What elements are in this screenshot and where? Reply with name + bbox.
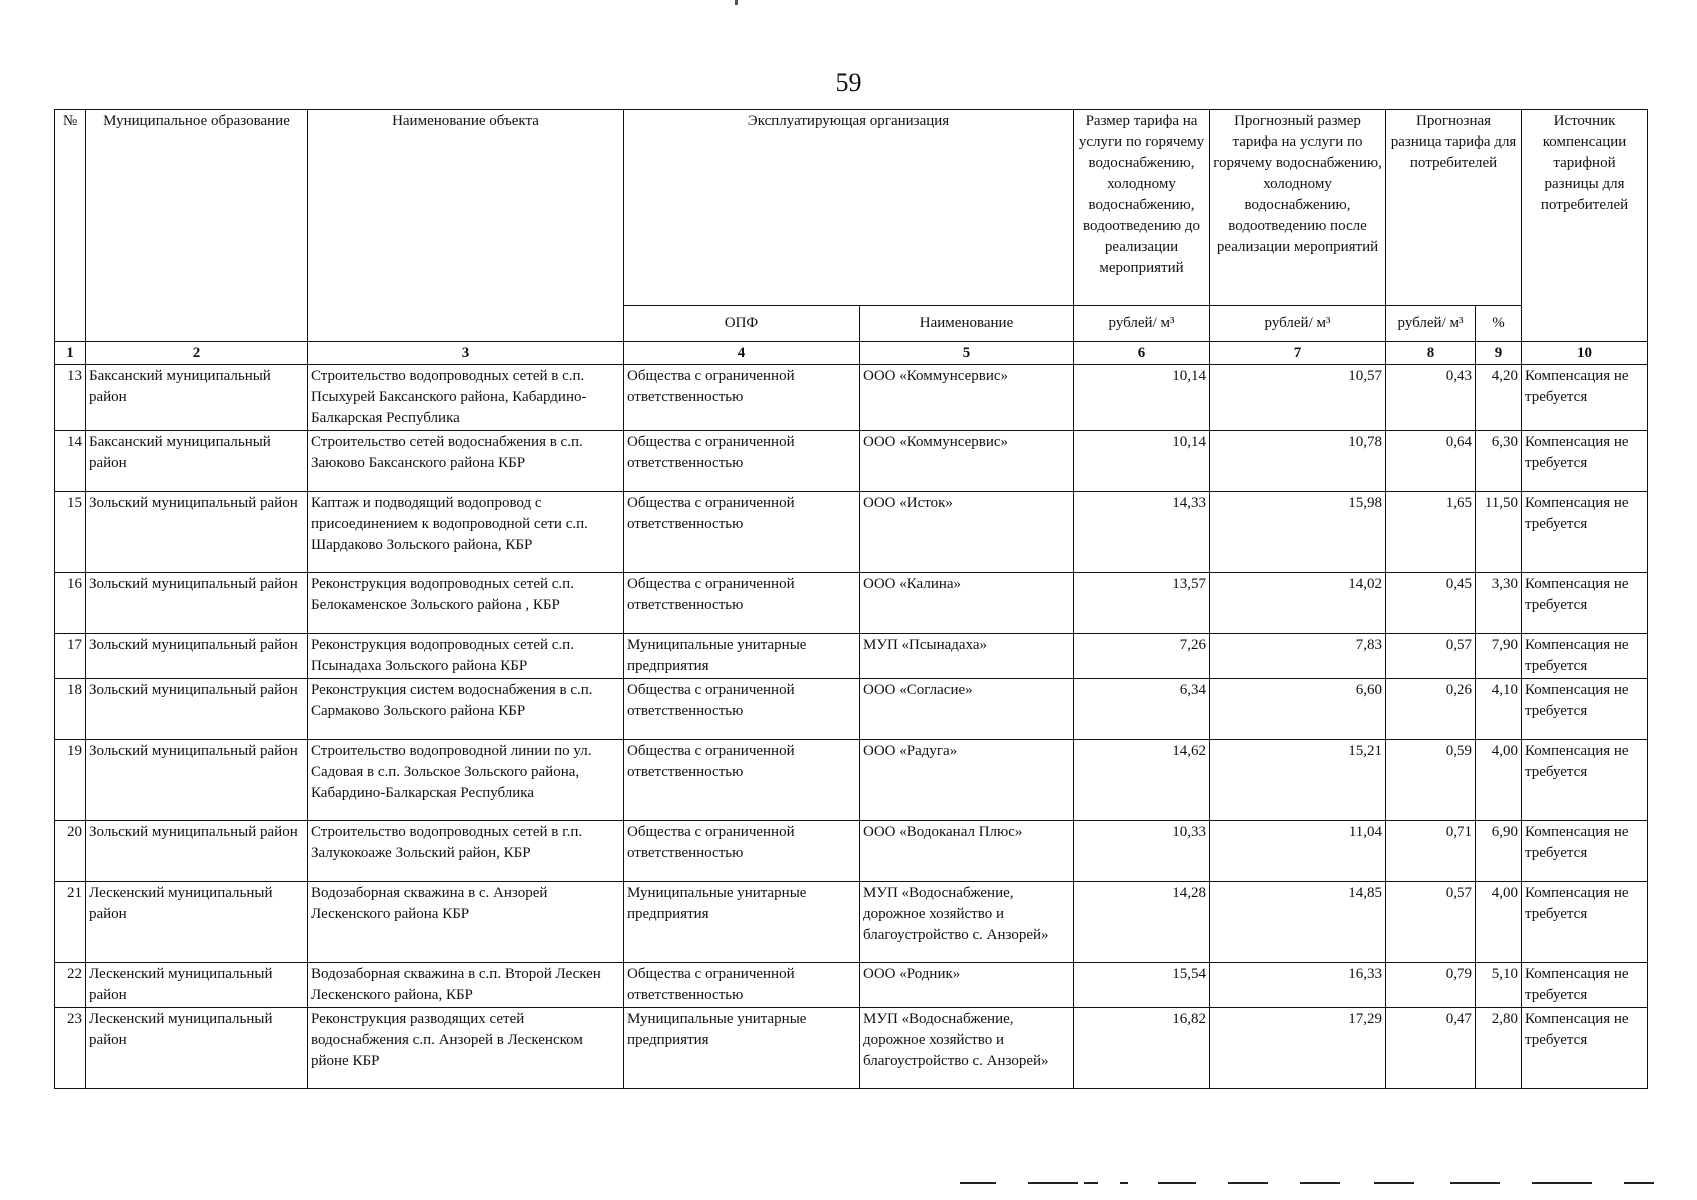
tariff-before-cell: 15,54 — [1074, 963, 1210, 1008]
tariff-after-cell: 17,29 — [1210, 1008, 1386, 1089]
source-cell: Компенсация не требуется — [1522, 573, 1648, 634]
tariff-after-cell: 7,83 — [1210, 634, 1386, 679]
tariff-before-cell: 10,14 — [1074, 431, 1210, 492]
object-cell: Реконструкция водопроводных сетей с.п. Псынадаха Зольского района КБР — [308, 634, 624, 679]
opf-cell: Муниципальные унитарные предприятия — [624, 1008, 860, 1089]
table-row — [55, 431, 1648, 492]
org-name-cell: ООО «Радуга» — [860, 740, 1074, 821]
diff-pct-cell: 5,10 — [1476, 963, 1522, 1008]
column-number: 6 — [1074, 342, 1210, 365]
table-row — [55, 492, 1648, 573]
table-row — [55, 963, 1648, 1008]
source-cell: Компенсация не требуется — [1522, 821, 1648, 882]
object-cell: Реконструкция водопроводных сетей с.п. Белокаменское Зольского района , КБР — [308, 573, 624, 634]
table-row — [55, 679, 1648, 740]
table-row — [55, 634, 1648, 679]
diff-rub-cell: 0,45 — [1386, 573, 1476, 634]
diff-rub-cell: 0,47 — [1386, 1008, 1476, 1089]
municipality-cell: Зольский муниципальный район — [86, 679, 308, 740]
municipality-cell: Лескенский муниципальный район — [86, 963, 308, 1008]
object-cell: Строительство водопроводных сетей в с.п. Псыхурей Баксанского района, Кабардино-Балкарская Республика — [308, 365, 624, 431]
tariff-before-cell: 16,82 — [1074, 1008, 1210, 1089]
header-tariff-before: Размер тарифа на услуги по горячему водоснабжению, холодному водоснабжению, водоотведению до реализации мероприятий — [1074, 110, 1210, 306]
object-cell: Реконструкция разводящих сетей водоснабжения с.п. Анзорей в Лескенском рйоне КБР — [308, 1008, 624, 1089]
table-row — [55, 740, 1648, 821]
municipality-cell: Баксанский муниципальный район — [86, 431, 308, 492]
tariff-after-cell: 15,98 — [1210, 492, 1386, 573]
diff-rub-cell: 0,43 — [1386, 365, 1476, 431]
tariff-after-cell: 11,04 — [1210, 821, 1386, 882]
diff-rub-cell: 1,65 — [1386, 492, 1476, 573]
row-number: 13 — [55, 365, 86, 431]
object-cell: Водозаборная скважина в с. Анзорей Лескенского района КБР — [308, 882, 624, 963]
table-row — [55, 1008, 1648, 1089]
org-name-cell: ООО «Коммунсервис» — [860, 431, 1074, 492]
table-row — [55, 365, 1648, 431]
tariff-before-cell: 13,57 — [1074, 573, 1210, 634]
diff-pct-cell: 4,00 — [1476, 740, 1522, 821]
row-number: 21 — [55, 882, 86, 963]
header-unit-diff-rub: рублей/ м³ — [1386, 306, 1476, 342]
row-number: 20 — [55, 821, 86, 882]
diff-rub-cell: 0,59 — [1386, 740, 1476, 821]
tariff-after-cell: 6,60 — [1210, 679, 1386, 740]
org-name-cell: МУП «Водоснабжение, дорожное хозяйство и благоустройство с. Анзорей» — [860, 882, 1074, 963]
row-number: 17 — [55, 634, 86, 679]
tariff-before-cell: 7,26 — [1074, 634, 1210, 679]
row-number: 18 — [55, 679, 86, 740]
source-cell: Компенсация не требуется — [1522, 431, 1648, 492]
object-cell: Строительство водопроводной линии по ул. Садовая в с.п. Зольское Зольского района, Кабардино-Балкарская Республика — [308, 740, 624, 821]
municipality-cell: Зольский муниципальный район — [86, 492, 308, 573]
tariff-before-cell: 14,33 — [1074, 492, 1210, 573]
column-number: 1 — [55, 342, 86, 365]
diff-rub-cell: 0,79 — [1386, 963, 1476, 1008]
column-number: 7 — [1210, 342, 1386, 365]
page-number: 59 — [835, 68, 862, 97]
table-row — [55, 882, 1648, 963]
row-number: 14 — [55, 431, 86, 492]
object-cell: Водозаборная скважина в с.п. Второй Лескен Лескенского района, КБР — [308, 963, 624, 1008]
row-number: 23 — [55, 1008, 86, 1089]
diff-rub-cell: 0,57 — [1386, 634, 1476, 679]
header-org-name: Наименование — [860, 306, 1074, 342]
org-name-cell: ООО «Коммунсервис» — [860, 365, 1074, 431]
source-cell: Компенсация не требуется — [1522, 365, 1648, 431]
object-cell: Каптаж и подводящий водопровод с присоединением к водопроводной сети с.п. Шардаково Зольского района, КБР — [308, 492, 624, 573]
row-number: 15 — [55, 492, 86, 573]
table-body — [55, 365, 1648, 1089]
opf-cell: Муниципальные унитарные предприятия — [624, 882, 860, 963]
diff-rub-cell: 0,57 — [1386, 882, 1476, 963]
table-row — [55, 821, 1648, 882]
tariff-after-cell: 10,57 — [1210, 365, 1386, 431]
object-cell: Строительство водопроводных сетей в г.п. Залукокоаже Зольский район, КБР — [308, 821, 624, 882]
diff-pct-cell: 11,50 — [1476, 492, 1522, 573]
diff-rub-cell: 0,26 — [1386, 679, 1476, 740]
opf-cell: Общества с ограниченной ответственностью — [624, 679, 860, 740]
header-object: Наименование объекта — [308, 110, 624, 342]
source-cell: Компенсация не требуется — [1522, 679, 1648, 740]
opf-cell: Муниципальные унитарные предприятия — [624, 634, 860, 679]
source-cell: Компенсация не требуется — [1522, 882, 1648, 963]
org-name-cell: ООО «Исток» — [860, 492, 1074, 573]
header-opf: ОПФ — [624, 306, 860, 342]
diff-pct-cell: 3,30 — [1476, 573, 1522, 634]
opf-cell: Общества с ограниченной ответственностью — [624, 573, 860, 634]
header-source: Источник компенсации тарифной разницы для потребителей — [1522, 110, 1648, 342]
municipality-cell: Зольский муниципальный район — [86, 821, 308, 882]
tariff-after-cell: 14,85 — [1210, 882, 1386, 963]
source-cell: Компенсация не требуется — [1522, 492, 1648, 573]
diff-pct-cell: 7,90 — [1476, 634, 1522, 679]
column-number: 10 — [1522, 342, 1648, 365]
tariff-after-cell: 14,02 — [1210, 573, 1386, 634]
diff-pct-cell: 2,80 — [1476, 1008, 1522, 1089]
municipality-cell: Лескенский муниципальный район — [86, 882, 308, 963]
object-cell: Строительство сетей водоснабжения в с.п. Заюково Баксанского района КБР — [308, 431, 624, 492]
table-header — [55, 110, 1648, 365]
org-name-cell: ООО «Калина» — [860, 573, 1074, 634]
table-row — [55, 573, 1648, 634]
diff-pct-cell: 4,00 — [1476, 882, 1522, 963]
row-number: 16 — [55, 573, 86, 634]
diff-rub-cell: 0,71 — [1386, 821, 1476, 882]
header-unit-diff-pct: % — [1476, 306, 1522, 342]
municipality-cell: Баксанский муниципальный район — [86, 365, 308, 431]
header-unit-after: рублей/ м³ — [1210, 306, 1386, 342]
opf-cell: Общества с ограниченной ответственностью — [624, 963, 860, 1008]
opf-cell: Общества с ограниченной ответственностью — [624, 492, 860, 573]
header-unit-before: рублей/ м³ — [1074, 306, 1210, 342]
municipality-cell: Лескенский муниципальный район — [86, 1008, 308, 1089]
municipality-cell: Зольский муниципальный район — [86, 634, 308, 679]
source-cell: Компенсация не требуется — [1522, 740, 1648, 821]
header-municipality: Муниципальное образование — [86, 110, 308, 342]
source-cell: Компенсация не требуется — [1522, 963, 1648, 1008]
opf-cell: Общества с ограниченной ответственностью — [624, 365, 860, 431]
column-number: 8 — [1386, 342, 1476, 365]
org-name-cell: МУП «Псынадаха» — [860, 634, 1074, 679]
tariff-before-cell: 14,62 — [1074, 740, 1210, 821]
municipality-cell: Зольский муниципальный район — [86, 740, 308, 821]
header-operator: Эксплуатирующая организация — [624, 110, 1074, 306]
tariff-before-cell: 10,14 — [1074, 365, 1210, 431]
source-cell: Компенсация не требуется — [1522, 1008, 1648, 1089]
org-name-cell: ООО «Родник» — [860, 963, 1074, 1008]
org-name-cell: ООО «Водоканал Плюс» — [860, 821, 1074, 882]
row-number: 19 — [55, 740, 86, 821]
bottom-dashes — [960, 1182, 1680, 1186]
tariff-before-cell: 14,28 — [1074, 882, 1210, 963]
org-name-cell: ООО «Согласие» — [860, 679, 1074, 740]
opf-cell: Общества с ограниченной ответственностью — [624, 740, 860, 821]
header-tariff-after: Прогнозный размер тарифа на услуги по горячему водоснабжению, холодному водоснабжению, водоотведению после реализации мероприятий — [1210, 110, 1386, 306]
diff-pct-cell: 6,30 — [1476, 431, 1522, 492]
tariff-after-cell: 15,21 — [1210, 740, 1386, 821]
tariff-before-cell: 10,33 — [1074, 821, 1210, 882]
scan-mark — [735, 0, 738, 5]
tariff-table — [54, 109, 1648, 1089]
header-no: № — [55, 110, 86, 342]
column-number: 9 — [1476, 342, 1522, 365]
header-diff: Прогнозная разница тарифа для потребителей — [1386, 110, 1522, 306]
opf-cell: Общества с ограниченной ответственностью — [624, 431, 860, 492]
object-cell: Реконструкция систем водоснабжения в с.п. Сармаково Зольского района КБР — [308, 679, 624, 740]
diff-pct-cell: 6,90 — [1476, 821, 1522, 882]
source-cell: Компенсация не требуется — [1522, 634, 1648, 679]
tariff-after-cell: 10,78 — [1210, 431, 1386, 492]
diff-rub-cell: 0,64 — [1386, 431, 1476, 492]
tariff-after-cell: 16,33 — [1210, 963, 1386, 1008]
row-number: 22 — [55, 963, 86, 1008]
column-number: 3 — [308, 342, 624, 365]
opf-cell: Общества с ограниченной ответственностью — [624, 821, 860, 882]
org-name-cell: МУП «Водоснабжение, дорожное хозяйство и благоустройство с. Анзорей» — [860, 1008, 1074, 1089]
column-number: 4 — [624, 342, 860, 365]
diff-pct-cell: 4,20 — [1476, 365, 1522, 431]
tariff-before-cell: 6,34 — [1074, 679, 1210, 740]
column-number: 2 — [86, 342, 308, 365]
column-number: 5 — [860, 342, 1074, 365]
diff-pct-cell: 4,10 — [1476, 679, 1522, 740]
municipality-cell: Зольский муниципальный район — [86, 573, 308, 634]
